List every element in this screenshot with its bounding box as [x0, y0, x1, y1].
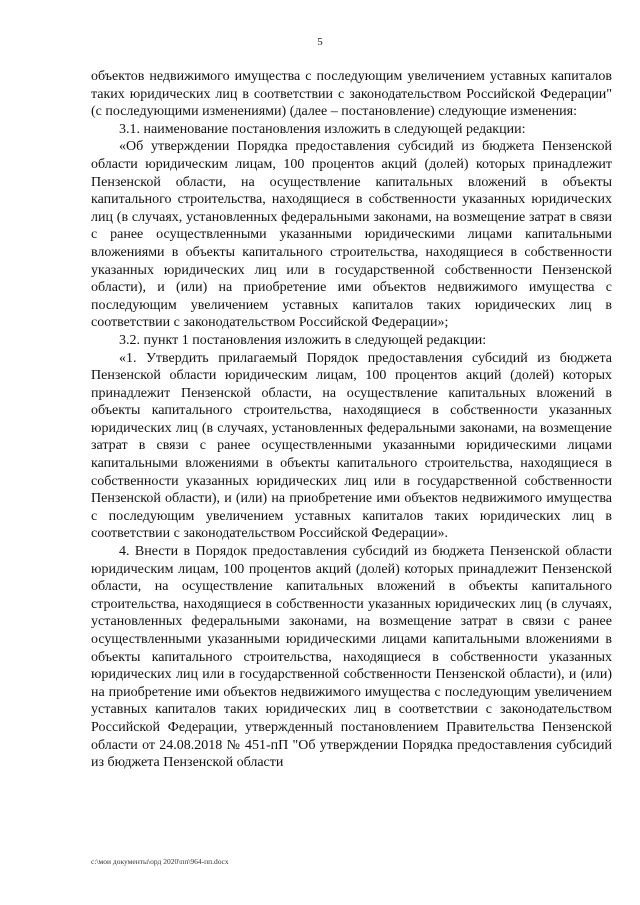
paragraph-item-3-2: 3.2. пункт 1 постановления изложить в следующей редакции: [119, 332, 487, 348]
paragraph-item-3-1: 3.1. наименование постановления изложить в следующей редакции: [119, 121, 526, 137]
paragraph-quoted-point-1: «1. Утвердить прилагаемый Порядок предоставления субсидий из бюджета Пензенской области юридическим лицам, 100 процентов акций (долей) которых принадлежит Пензенской области, на осуществление капитальных вложений в объекты капитального строительства, находящиеся в собственности указанных юридических лиц (в случаях, установленных федеральными законами, на возмещение затрат в связи с ранее осуществленными указанными юридическими лицами капитальными вложениями в объекты капитального строительства, находящиеся в собственности указанных юридических лиц или в государственной собственности Пензенской области), и (или) на приобретение ими объектов недвижимого имущества с последующим увеличением уставных капиталов таких юридических лиц в соответствии с законодательством Российской Федерации». [91, 350, 612, 542]
page-number: 5 [317, 36, 323, 48]
paragraph-continuation: объектов недвижимого имущества с последующим увеличением уставных капиталов таких юридических лиц в соответствии с законодательством Российской Федерации" (с последующими изменениями) (далее – постановление) следующие изменения: [91, 69, 612, 120]
paragraph-quoted-title: «Об утверждении Порядка предоставления субсидий из бюджета Пензенской области юридическим лицам, 100 процентов акций (долей) которых принадлежит Пензенской области, на осуществление капитальных вложений в объекты капитального строительства, находящиеся в собственности указанных юридических лиц (в случаях, установленных федеральными законами, на возмещение затрат в связи с ранее осуществленными указанными юридическими лицами капитальными вложениями в объекты капитального строительства, находящиеся в собственности указанных юридических лиц или в государственной собственности Пензенской области), и (или) на приобретение ими объектов недвижимого имущества с последующим увеличением уставных капиталов таких юридических лиц в соответствии с законодательством Российской Федерации»; [91, 139, 612, 331]
footer-file-path: c:\мои документы\орд 2020\пп\964-пп.docx [91, 857, 229, 866]
document-body [91, 68, 612, 772]
paragraph-item-4: 4. Внести в Порядок предоставления субсидий из бюджета Пензенской области юридическим лицам, 100 процентов акций (долей) которых принадлежит Пензенской области, на осуществление капитальных вложений в объекты капитального строительства, находящиеся в собственности указанных юридических лиц (в случаях, установленных федеральными законами, на возмещение затрат в связи с ранее осуществленными указанными юридическими лицами капитальными вложениями в объекты капитального строительства, находящиеся в собственности указанных юридических лиц или в государственной собственности Пензенской области), и (или) на приобретение ими объектов недвижимого имущества с последующим увеличением уставных капиталов таких юридических лиц в соответствии с законодательством Российской Федерации, утвержденный постановлением Правительства Пензенской области от 24.08.2018 № 451-пП "Об утверждении Порядка предоставления субсидий из бюджета Пензенской области [91, 544, 612, 771]
